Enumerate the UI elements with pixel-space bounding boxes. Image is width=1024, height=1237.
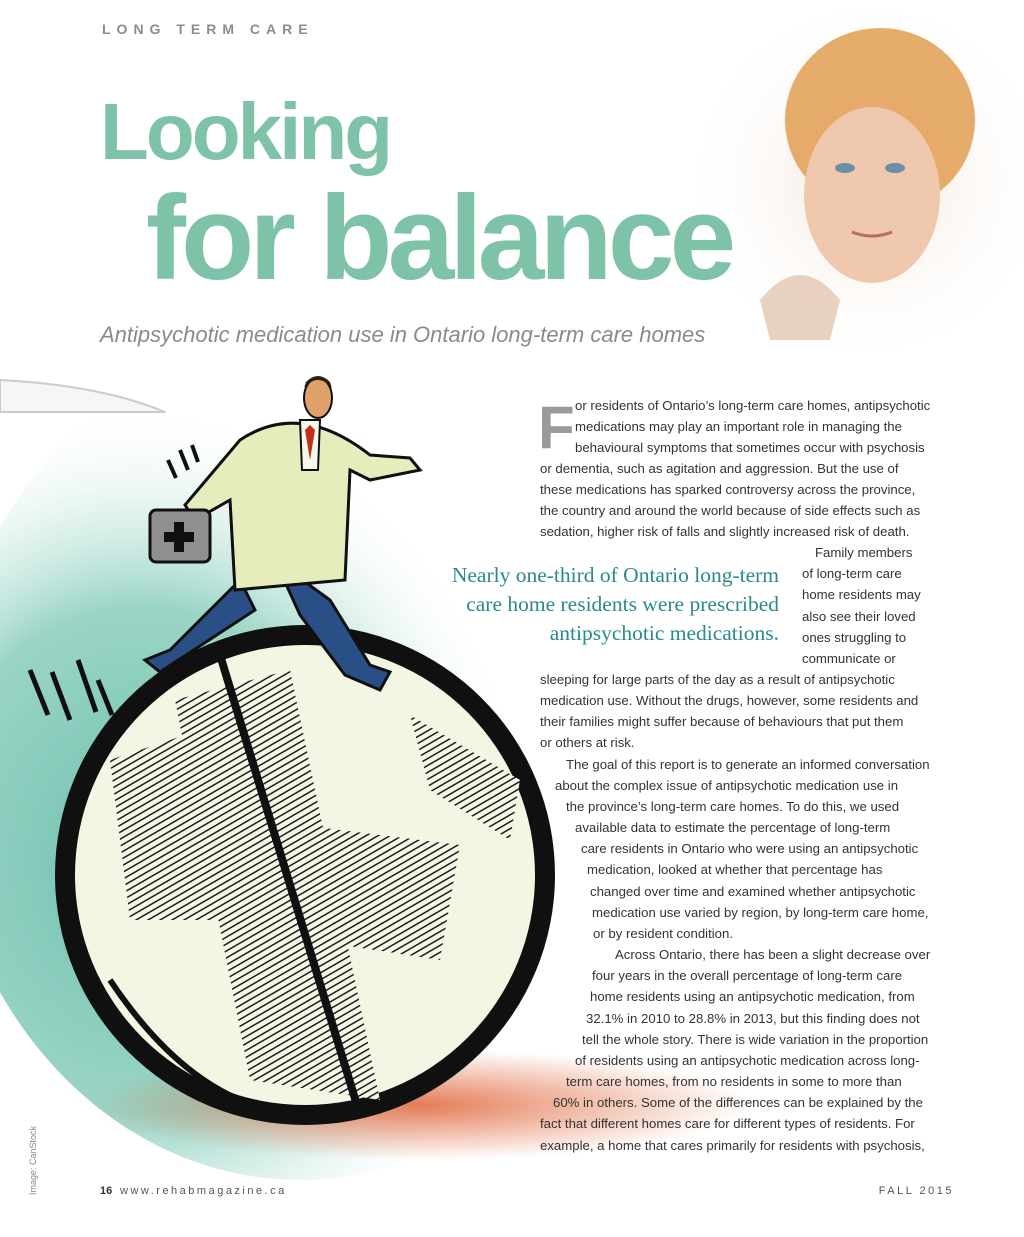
page-subtitle: Antipsychotic medication use in Ontario long-term care homes bbox=[100, 322, 706, 347]
website-link[interactable]: www.rehabmagazine.ca bbox=[120, 1185, 287, 1197]
body-line: 60% in others. Some of the differences can be explained by the bbox=[553, 1095, 923, 1110]
body-line: also see their loved bbox=[802, 609, 916, 624]
body-line: medication use varied by region, by long-term care home, bbox=[592, 905, 929, 920]
pull-quote-line: Nearly one-third of Ontario long-term bbox=[451, 563, 779, 587]
body-line: sleeping for large parts of the day as a result of antipsychotic bbox=[540, 672, 895, 687]
body-line: care residents in Ontario who were using an antipsychotic bbox=[581, 841, 919, 856]
portrait-photo bbox=[680, 0, 1024, 370]
body-line: medication use. Without the drugs, however, some residents and bbox=[540, 693, 919, 708]
pull-quote-line: antipsychotic medications. bbox=[549, 621, 779, 645]
page-title-line1: Looking bbox=[100, 87, 391, 176]
body-line: term care homes, from no residents in some to more than bbox=[566, 1074, 902, 1089]
body-line: the province’s long-term care homes. To do this, we used bbox=[566, 799, 900, 814]
body-line: of long-term care bbox=[802, 566, 902, 581]
body-line: ones struggling to bbox=[802, 630, 907, 645]
body-line: tell the whole story. There is wide variation in the proportion bbox=[582, 1032, 929, 1047]
body-line: home residents may bbox=[802, 587, 921, 602]
body-line: example, a home that cares primarily for residents with psychosis, bbox=[540, 1138, 925, 1153]
body-line: The goal of this report is to generate an informed conversation bbox=[566, 757, 930, 772]
page-title-line2: for balance bbox=[146, 171, 732, 305]
image-credit: Image: CanStock bbox=[28, 1125, 38, 1195]
drop-cap: F bbox=[538, 394, 575, 461]
section-label: LONG TERM CARE bbox=[102, 21, 314, 37]
body-line: about the complex issue of antipsychotic medication use in bbox=[555, 778, 899, 793]
page-number: 16 bbox=[100, 1185, 113, 1197]
body-line: of residents using an antipsychotic medication across long- bbox=[575, 1053, 920, 1068]
body-line: changed over time and examined whether antipsychotic bbox=[590, 884, 916, 899]
body-line: home residents using an antipsychotic medication, from bbox=[590, 989, 915, 1004]
body-line: four years in the overall percentage of long-term care bbox=[592, 968, 903, 983]
body-line: their families might suffer because of behaviours that put them bbox=[540, 714, 904, 729]
body-line: 32.1% in 2010 to 28.8% in 2013, but this finding does not bbox=[586, 1011, 920, 1026]
body-line: or dementia, such as agitation and aggression. But the use of bbox=[540, 461, 899, 476]
body-line: the country and around the world because of side effects such as bbox=[540, 503, 921, 518]
body-line: medications may play an important role in managing the bbox=[575, 419, 902, 434]
body-line: or others at risk. bbox=[540, 735, 635, 750]
body-line: or by resident condition. bbox=[593, 926, 734, 941]
body-line: sedation, higher risk of falls and slightly increased risk of death. bbox=[540, 524, 910, 539]
body-line: communicate or bbox=[802, 651, 896, 666]
issue-label: FALL 2015 bbox=[878, 1185, 954, 1197]
body-line: or residents of Ontario’s long-term care homes, antipsychotic bbox=[575, 398, 931, 413]
body-line: fact that different homes care for different types of residents. For bbox=[540, 1116, 915, 1131]
body-line: available data to estimate the percentage of long-term bbox=[575, 820, 891, 835]
body-line: behavioural symptoms that sometimes occur with psychosis bbox=[575, 440, 925, 455]
pill-illustration bbox=[55, 625, 555, 1125]
pull-quote-line: care home residents were prescribed bbox=[466, 592, 779, 616]
body-line: medication, looked at whether that percentage has bbox=[587, 862, 883, 877]
body-line: Across Ontario, there has been a slight decrease over bbox=[615, 947, 931, 962]
body-line: Family members bbox=[815, 545, 913, 560]
body-line: these medications has sparked controversy across the province, bbox=[540, 482, 916, 497]
